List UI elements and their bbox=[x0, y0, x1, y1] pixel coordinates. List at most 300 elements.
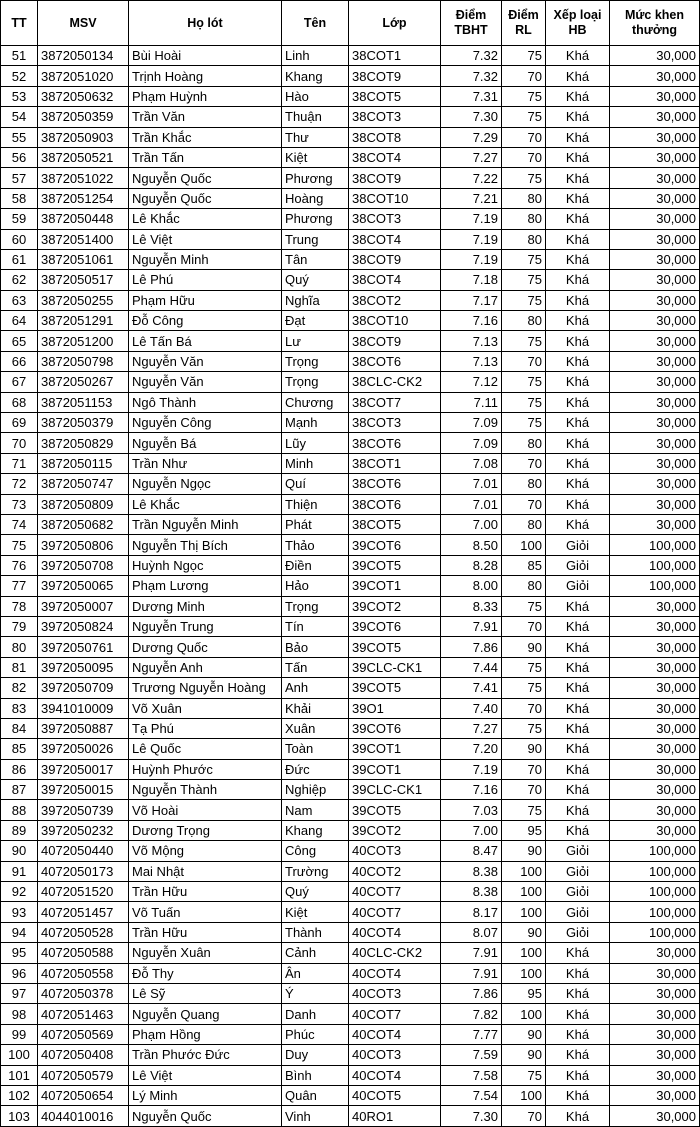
cell-tt: 66 bbox=[1, 351, 38, 371]
cell-ho-lot: Lê Khắc bbox=[129, 494, 282, 514]
cell-xep-loai: Khá bbox=[546, 270, 610, 290]
cell-xep-loai: Khá bbox=[546, 372, 610, 392]
table-row bbox=[1, 311, 700, 331]
cell-msv: 3872050115 bbox=[38, 453, 129, 473]
cell-xep-loai: Khá bbox=[546, 188, 610, 208]
cell-ten: Hoàng bbox=[282, 188, 349, 208]
cell-muc-khen-thuong: 30,000 bbox=[610, 678, 700, 698]
cell-xep-loai: Khá bbox=[546, 413, 610, 433]
table-row bbox=[1, 270, 700, 290]
cell-tt: 57 bbox=[1, 168, 38, 188]
cell-lop: 40COT4 bbox=[349, 1024, 441, 1044]
cell-ho-lot: Nguyễn Xuân bbox=[129, 943, 282, 963]
cell-ho-lot: Phạm Huỳnh bbox=[129, 86, 282, 106]
cell-ho-lot: Lê Quốc bbox=[129, 739, 282, 759]
cell-msv: 3872050255 bbox=[38, 290, 129, 310]
cell-msv: 4072050588 bbox=[38, 943, 129, 963]
cell-muc-khen-thuong: 30,000 bbox=[610, 453, 700, 473]
cell-muc-khen-thuong: 30,000 bbox=[610, 474, 700, 494]
cell-xep-loai: Khá bbox=[546, 820, 610, 840]
header-msv: MSV bbox=[38, 1, 129, 46]
cell-tt: 83 bbox=[1, 698, 38, 718]
cell-ten: Kiệt bbox=[282, 902, 349, 922]
cell-lop: 40RO1 bbox=[349, 1106, 441, 1126]
cell-lop: 38COT3 bbox=[349, 107, 441, 127]
cell-msv: 3972050007 bbox=[38, 596, 129, 616]
cell-diem-rl: 90 bbox=[502, 637, 546, 657]
cell-lop: 38CLC-CK2 bbox=[349, 372, 441, 392]
cell-ho-lot: Trần Văn bbox=[129, 107, 282, 127]
cell-ten: Quân bbox=[282, 1085, 349, 1105]
cell-xep-loai: Giỏi bbox=[546, 922, 610, 942]
cell-msv: 3872050517 bbox=[38, 270, 129, 290]
header-diem-rl: Điểm RL bbox=[502, 1, 546, 46]
cell-xep-loai: Khá bbox=[546, 514, 610, 534]
cell-diem-rl: 70 bbox=[502, 780, 546, 800]
cell-xep-loai: Khá bbox=[546, 127, 610, 147]
table-row bbox=[1, 1065, 700, 1085]
cell-ho-lot: Lê Khắc bbox=[129, 209, 282, 229]
cell-msv: 4072050579 bbox=[38, 1065, 129, 1085]
cell-diem-tbht: 7.30 bbox=[441, 1106, 502, 1126]
table-row bbox=[1, 86, 700, 106]
cell-diem-rl: 75 bbox=[502, 168, 546, 188]
cell-tt: 73 bbox=[1, 494, 38, 514]
cell-diem-rl: 70 bbox=[502, 351, 546, 371]
cell-diem-tbht: 7.91 bbox=[441, 943, 502, 963]
cell-ten: Nam bbox=[282, 800, 349, 820]
cell-tt: 70 bbox=[1, 433, 38, 453]
table-row bbox=[1, 494, 700, 514]
cell-ho-lot: Nguyễn Quốc bbox=[129, 168, 282, 188]
cell-tt: 82 bbox=[1, 678, 38, 698]
cell-diem-tbht: 7.16 bbox=[441, 780, 502, 800]
cell-muc-khen-thuong: 30,000 bbox=[610, 514, 700, 534]
cell-msv: 4072051463 bbox=[38, 1004, 129, 1024]
cell-ho-lot: Dương Trọng bbox=[129, 820, 282, 840]
cell-tt: 77 bbox=[1, 576, 38, 596]
cell-tt: 88 bbox=[1, 800, 38, 820]
cell-tt: 79 bbox=[1, 616, 38, 636]
cell-xep-loai: Khá bbox=[546, 759, 610, 779]
cell-diem-rl: 90 bbox=[502, 841, 546, 861]
cell-lop: 40COT3 bbox=[349, 841, 441, 861]
cell-muc-khen-thuong: 30,000 bbox=[610, 209, 700, 229]
table-body bbox=[1, 46, 700, 1127]
cell-diem-tbht: 7.32 bbox=[441, 46, 502, 66]
cell-lop: 38COT8 bbox=[349, 127, 441, 147]
table-row bbox=[1, 820, 700, 840]
cell-ten: Kiệt bbox=[282, 147, 349, 167]
table-row bbox=[1, 1106, 700, 1126]
cell-muc-khen-thuong: 30,000 bbox=[610, 86, 700, 106]
cell-ho-lot: Trần Nguyễn Minh bbox=[129, 514, 282, 534]
cell-muc-khen-thuong: 30,000 bbox=[610, 188, 700, 208]
cell-msv: 3972050015 bbox=[38, 780, 129, 800]
cell-ho-lot: Trần Hữu bbox=[129, 922, 282, 942]
cell-ten: Thành bbox=[282, 922, 349, 942]
cell-muc-khen-thuong: 30,000 bbox=[610, 392, 700, 412]
cell-lop: 38COT5 bbox=[349, 86, 441, 106]
cell-ho-lot: Nguyễn Quang bbox=[129, 1004, 282, 1024]
cell-ho-lot: Bùi Hoài bbox=[129, 46, 282, 66]
cell-ten: Anh bbox=[282, 678, 349, 698]
cell-lop: 38COT10 bbox=[349, 188, 441, 208]
cell-ten: Tấn bbox=[282, 657, 349, 677]
cell-diem-tbht: 7.01 bbox=[441, 474, 502, 494]
cell-ho-lot: Võ Xuân bbox=[129, 698, 282, 718]
table-row bbox=[1, 596, 700, 616]
cell-diem-rl: 80 bbox=[502, 433, 546, 453]
cell-muc-khen-thuong: 30,000 bbox=[610, 637, 700, 657]
cell-ho-lot: Lê Sỹ bbox=[129, 983, 282, 1003]
cell-diem-tbht: 7.31 bbox=[441, 86, 502, 106]
cell-xep-loai: Khá bbox=[546, 1106, 610, 1126]
cell-ho-lot: Phạm Hữu bbox=[129, 290, 282, 310]
cell-xep-loai: Khá bbox=[546, 800, 610, 820]
cell-diem-rl: 95 bbox=[502, 820, 546, 840]
cell-msv: 3972050824 bbox=[38, 616, 129, 636]
cell-msv: 3972050026 bbox=[38, 739, 129, 759]
cell-diem-tbht: 7.09 bbox=[441, 433, 502, 453]
cell-diem-rl: 75 bbox=[502, 657, 546, 677]
cell-tt: 75 bbox=[1, 535, 38, 555]
cell-diem-tbht: 7.19 bbox=[441, 229, 502, 249]
cell-diem-rl: 75 bbox=[502, 86, 546, 106]
table-row bbox=[1, 657, 700, 677]
cell-ten: Thư bbox=[282, 127, 349, 147]
cell-diem-tbht: 7.77 bbox=[441, 1024, 502, 1044]
cell-msv: 4072050558 bbox=[38, 963, 129, 983]
cell-muc-khen-thuong: 100,000 bbox=[610, 902, 700, 922]
cell-diem-tbht: 7.19 bbox=[441, 759, 502, 779]
cell-ho-lot: Trịnh Hoàng bbox=[129, 66, 282, 86]
cell-lop: 40CLC-CK2 bbox=[349, 943, 441, 963]
cell-ho-lot: Nguyễn Bá bbox=[129, 433, 282, 453]
cell-lop: 39O1 bbox=[349, 698, 441, 718]
cell-tt: 52 bbox=[1, 66, 38, 86]
cell-diem-tbht: 7.54 bbox=[441, 1085, 502, 1105]
cell-muc-khen-thuong: 30,000 bbox=[610, 433, 700, 453]
cell-tt: 92 bbox=[1, 882, 38, 902]
cell-diem-rl: 75 bbox=[502, 107, 546, 127]
cell-diem-rl: 90 bbox=[502, 1024, 546, 1044]
cell-muc-khen-thuong: 30,000 bbox=[610, 616, 700, 636]
cell-tt: 64 bbox=[1, 311, 38, 331]
cell-ho-lot: Đỗ Thy bbox=[129, 963, 282, 983]
cell-msv: 3872051200 bbox=[38, 331, 129, 351]
cell-tt: 55 bbox=[1, 127, 38, 147]
cell-diem-tbht: 7.12 bbox=[441, 372, 502, 392]
cell-lop: 39COT5 bbox=[349, 678, 441, 698]
cell-muc-khen-thuong: 100,000 bbox=[610, 882, 700, 902]
cell-lop: 38COT1 bbox=[349, 46, 441, 66]
cell-diem-tbht: 7.20 bbox=[441, 739, 502, 759]
cell-xep-loai: Khá bbox=[546, 983, 610, 1003]
table-row bbox=[1, 739, 700, 759]
table-row bbox=[1, 983, 700, 1003]
cell-ten: Chương bbox=[282, 392, 349, 412]
cell-diem-tbht: 7.03 bbox=[441, 800, 502, 820]
cell-diem-rl: 75 bbox=[502, 718, 546, 738]
cell-ho-lot: Võ Hoài bbox=[129, 800, 282, 820]
cell-xep-loai: Giỏi bbox=[546, 882, 610, 902]
cell-diem-rl: 70 bbox=[502, 616, 546, 636]
table-row bbox=[1, 841, 700, 861]
cell-ten: Quý bbox=[282, 270, 349, 290]
cell-diem-tbht: 7.13 bbox=[441, 331, 502, 351]
cell-diem-rl: 75 bbox=[502, 800, 546, 820]
cell-lop: 40COT4 bbox=[349, 1065, 441, 1085]
cell-muc-khen-thuong: 30,000 bbox=[610, 1106, 700, 1126]
cell-muc-khen-thuong: 30,000 bbox=[610, 780, 700, 800]
cell-msv: 3872050798 bbox=[38, 351, 129, 371]
cell-diem-tbht: 7.86 bbox=[441, 637, 502, 657]
cell-ho-lot: Trần Phước Đức bbox=[129, 1045, 282, 1065]
cell-ten: Ý bbox=[282, 983, 349, 1003]
cell-diem-rl: 80 bbox=[502, 188, 546, 208]
header-ho-lot: Họ lót bbox=[129, 1, 282, 46]
cell-ten: Tín bbox=[282, 616, 349, 636]
cell-ten: Đạt bbox=[282, 311, 349, 331]
cell-diem-rl: 75 bbox=[502, 331, 546, 351]
cell-ten: Công bbox=[282, 841, 349, 861]
table-row bbox=[1, 1004, 700, 1024]
cell-ten: Trọng bbox=[282, 372, 349, 392]
cell-ten: Bảo bbox=[282, 637, 349, 657]
cell-lop: 38COT3 bbox=[349, 413, 441, 433]
cell-ho-lot: Trần Tấn bbox=[129, 147, 282, 167]
cell-ten: Tân bbox=[282, 249, 349, 269]
cell-ten: Vinh bbox=[282, 1106, 349, 1126]
cell-lop: 38COT9 bbox=[349, 168, 441, 188]
cell-msv: 4044010016 bbox=[38, 1106, 129, 1126]
cell-ho-lot: Lê Việt bbox=[129, 229, 282, 249]
cell-diem-rl: 70 bbox=[502, 494, 546, 514]
cell-xep-loai: Khá bbox=[546, 229, 610, 249]
cell-ho-lot: Mai Nhật bbox=[129, 861, 282, 881]
cell-muc-khen-thuong: 30,000 bbox=[610, 249, 700, 269]
cell-tt: 80 bbox=[1, 637, 38, 657]
table-row bbox=[1, 147, 700, 167]
cell-msv: 3872051153 bbox=[38, 392, 129, 412]
cell-ho-lot: Nguyễn Quốc bbox=[129, 1106, 282, 1126]
cell-xep-loai: Giỏi bbox=[546, 535, 610, 555]
cell-tt: 91 bbox=[1, 861, 38, 881]
cell-diem-tbht: 7.19 bbox=[441, 249, 502, 269]
cell-ho-lot: Phạm Lương bbox=[129, 576, 282, 596]
cell-ho-lot: Nguyễn Văn bbox=[129, 372, 282, 392]
cell-msv: 3872050379 bbox=[38, 413, 129, 433]
table-row bbox=[1, 46, 700, 66]
cell-xep-loai: Khá bbox=[546, 657, 610, 677]
cell-diem-rl: 100 bbox=[502, 882, 546, 902]
cell-xep-loai: Khá bbox=[546, 66, 610, 86]
cell-muc-khen-thuong: 30,000 bbox=[610, 718, 700, 738]
cell-diem-rl: 80 bbox=[502, 209, 546, 229]
cell-diem-tbht: 8.28 bbox=[441, 555, 502, 575]
cell-ten: Mạnh bbox=[282, 413, 349, 433]
cell-diem-rl: 80 bbox=[502, 474, 546, 494]
cell-ten: Trung bbox=[282, 229, 349, 249]
cell-lop: 38COT9 bbox=[349, 249, 441, 269]
table-row bbox=[1, 1085, 700, 1105]
cell-muc-khen-thuong: 30,000 bbox=[610, 270, 700, 290]
cell-xep-loai: Khá bbox=[546, 168, 610, 188]
cell-ho-lot: Trần Như bbox=[129, 453, 282, 473]
cell-diem-tbht: 8.17 bbox=[441, 902, 502, 922]
cell-ho-lot: Nguyễn Thị Bích bbox=[129, 535, 282, 555]
table-row bbox=[1, 678, 700, 698]
cell-xep-loai: Khá bbox=[546, 1004, 610, 1024]
cell-lop: 39COT6 bbox=[349, 616, 441, 636]
cell-msv: 3972050708 bbox=[38, 555, 129, 575]
cell-diem-rl: 75 bbox=[502, 249, 546, 269]
table-row bbox=[1, 800, 700, 820]
table-row bbox=[1, 372, 700, 392]
cell-muc-khen-thuong: 30,000 bbox=[610, 331, 700, 351]
cell-ten: Toàn bbox=[282, 739, 349, 759]
cell-msv: 3972050017 bbox=[38, 759, 129, 779]
cell-tt: 100 bbox=[1, 1045, 38, 1065]
table-row bbox=[1, 290, 700, 310]
cell-ten: Khải bbox=[282, 698, 349, 718]
cell-lop: 38COT2 bbox=[349, 290, 441, 310]
cell-ho-lot: Ngô Thành bbox=[129, 392, 282, 412]
cell-tt: 101 bbox=[1, 1065, 38, 1085]
cell-diem-tbht: 8.00 bbox=[441, 576, 502, 596]
cell-ten: Trường bbox=[282, 861, 349, 881]
cell-muc-khen-thuong: 30,000 bbox=[610, 983, 700, 1003]
cell-tt: 74 bbox=[1, 514, 38, 534]
table-row bbox=[1, 963, 700, 983]
cell-tt: 76 bbox=[1, 555, 38, 575]
cell-diem-rl: 70 bbox=[502, 759, 546, 779]
cell-tt: 97 bbox=[1, 983, 38, 1003]
cell-xep-loai: Khá bbox=[546, 718, 610, 738]
cell-lop: 39COT5 bbox=[349, 800, 441, 820]
cell-diem-tbht: 7.40 bbox=[441, 698, 502, 718]
cell-msv: 3872050829 bbox=[38, 433, 129, 453]
cell-tt: 99 bbox=[1, 1024, 38, 1044]
cell-tt: 102 bbox=[1, 1085, 38, 1105]
cell-xep-loai: Khá bbox=[546, 351, 610, 371]
cell-ho-lot: Nguyễn Trung bbox=[129, 616, 282, 636]
cell-diem-rl: 100 bbox=[502, 943, 546, 963]
cell-msv: 3872050903 bbox=[38, 127, 129, 147]
cell-diem-rl: 75 bbox=[502, 270, 546, 290]
cell-diem-tbht: 7.09 bbox=[441, 413, 502, 433]
cell-xep-loai: Khá bbox=[546, 46, 610, 66]
cell-tt: 78 bbox=[1, 596, 38, 616]
table-row bbox=[1, 168, 700, 188]
cell-lop: 40COT3 bbox=[349, 983, 441, 1003]
cell-xep-loai: Khá bbox=[546, 107, 610, 127]
cell-ten: Lũy bbox=[282, 433, 349, 453]
cell-tt: 90 bbox=[1, 841, 38, 861]
cell-ten: Linh bbox=[282, 46, 349, 66]
cell-xep-loai: Khá bbox=[546, 943, 610, 963]
cell-ho-lot: Dương Quốc bbox=[129, 637, 282, 657]
cell-ho-lot: Nguyễn Văn bbox=[129, 351, 282, 371]
cell-xep-loai: Khá bbox=[546, 147, 610, 167]
cell-diem-tbht: 7.08 bbox=[441, 453, 502, 473]
cell-msv: 3972050065 bbox=[38, 576, 129, 596]
cell-msv: 4072050440 bbox=[38, 841, 129, 861]
cell-msv: 3872050809 bbox=[38, 494, 129, 514]
cell-lop: 38COT6 bbox=[349, 433, 441, 453]
cell-tt: 89 bbox=[1, 820, 38, 840]
cell-lop: 38COT9 bbox=[349, 331, 441, 351]
cell-msv: 3872051022 bbox=[38, 168, 129, 188]
table-row bbox=[1, 698, 700, 718]
cell-diem-rl: 70 bbox=[502, 147, 546, 167]
cell-diem-tbht: 7.13 bbox=[441, 351, 502, 371]
cell-ho-lot: Phạm Hồng bbox=[129, 1024, 282, 1044]
cell-xep-loai: Khá bbox=[546, 433, 610, 453]
cell-diem-rl: 75 bbox=[502, 290, 546, 310]
cell-muc-khen-thuong: 30,000 bbox=[610, 1065, 700, 1085]
cell-xep-loai: Giỏi bbox=[546, 841, 610, 861]
cell-msv: 3972050095 bbox=[38, 657, 129, 677]
cell-lop: 38COT7 bbox=[349, 392, 441, 412]
cell-diem-rl: 100 bbox=[502, 963, 546, 983]
table-row bbox=[1, 433, 700, 453]
cell-muc-khen-thuong: 30,000 bbox=[610, 229, 700, 249]
cell-ho-lot: Lê Tấn Bá bbox=[129, 331, 282, 351]
cell-diem-tbht: 8.50 bbox=[441, 535, 502, 555]
header-lop: Lớp bbox=[349, 1, 441, 46]
cell-ho-lot: Nguyễn Anh bbox=[129, 657, 282, 677]
cell-msv: 3872051291 bbox=[38, 311, 129, 331]
cell-ten: Thảo bbox=[282, 535, 349, 555]
cell-ten: Phát bbox=[282, 514, 349, 534]
cell-xep-loai: Khá bbox=[546, 1024, 610, 1044]
cell-tt: 85 bbox=[1, 739, 38, 759]
cell-ho-lot: Võ Mộng bbox=[129, 841, 282, 861]
cell-diem-tbht: 7.11 bbox=[441, 392, 502, 412]
cell-diem-tbht: 8.33 bbox=[441, 596, 502, 616]
cell-lop: 39COT1 bbox=[349, 759, 441, 779]
cell-tt: 60 bbox=[1, 229, 38, 249]
cell-ten: Quý bbox=[282, 882, 349, 902]
cell-lop: 38COT6 bbox=[349, 474, 441, 494]
table-row bbox=[1, 127, 700, 147]
cell-tt: 81 bbox=[1, 657, 38, 677]
cell-ten: Danh bbox=[282, 1004, 349, 1024]
cell-muc-khen-thuong: 30,000 bbox=[610, 739, 700, 759]
table-row bbox=[1, 351, 700, 371]
table-row bbox=[1, 474, 700, 494]
header-tt: TT bbox=[1, 1, 38, 46]
cell-tt: 59 bbox=[1, 209, 38, 229]
cell-ho-lot: Trần Hữu bbox=[129, 882, 282, 902]
cell-xep-loai: Khá bbox=[546, 86, 610, 106]
cell-xep-loai: Khá bbox=[546, 637, 610, 657]
cell-lop: 39CLC-CK1 bbox=[349, 780, 441, 800]
cell-lop: 39COT5 bbox=[349, 637, 441, 657]
cell-muc-khen-thuong: 30,000 bbox=[610, 168, 700, 188]
table-row bbox=[1, 66, 700, 86]
cell-msv: 3872051061 bbox=[38, 249, 129, 269]
cell-msv: 3872050267 bbox=[38, 372, 129, 392]
cell-diem-rl: 75 bbox=[502, 372, 546, 392]
cell-lop: 40COT7 bbox=[349, 902, 441, 922]
cell-tt: 58 bbox=[1, 188, 38, 208]
cell-msv: 3872050521 bbox=[38, 147, 129, 167]
cell-diem-rl: 85 bbox=[502, 555, 546, 575]
cell-xep-loai: Khá bbox=[546, 739, 610, 759]
